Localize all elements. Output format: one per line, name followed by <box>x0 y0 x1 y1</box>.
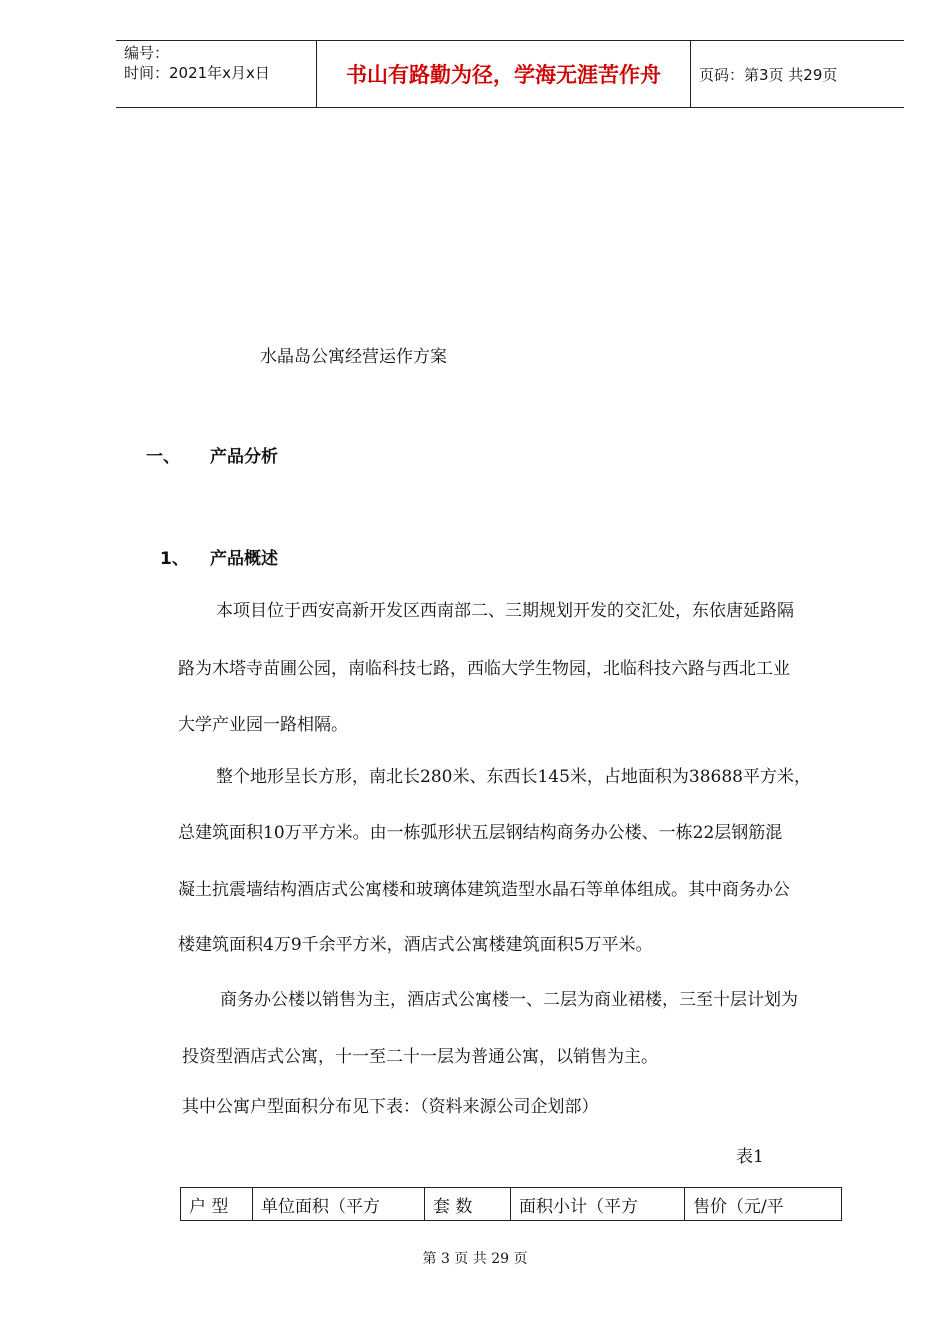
paragraph-line: 凝土抗震墙结构酒店式公寓楼和玻璃体建筑造型水晶石等单体组成。其中商务办公 <box>178 880 790 900</box>
paragraph-line: 路为木塔寺苗圃公园，南临科技七路，西临大学生物园，北临科技六路与西北工业 <box>178 659 790 679</box>
header-page-info: 页码：第3页 共29页 <box>699 65 838 84</box>
header-meta <box>116 41 316 107</box>
area-distribution-table <box>180 1187 842 1221</box>
paragraph-line: 整个地形呈长方形，南北长280米、东西长145米，占地面积为38688平方米， <box>216 767 811 787</box>
header-bar <box>116 40 904 108</box>
document-title: 水晶岛公寓经营运作方案 <box>260 347 447 367</box>
paragraph-line: 商务办公楼以销售为主，酒店式公寓楼一、二层为商业裙楼，三至十层计划为 <box>220 990 798 1010</box>
paragraph-line: 投资型酒店式公寓，十一至二十一层为普通公寓，以销售为主。 <box>182 1047 658 1067</box>
paragraph-line: 楼建筑面积4万9千余平方米，酒店式公寓楼建筑面积5万平米。 <box>178 935 653 955</box>
paragraph-line: 总建筑面积10万平方米。由一栋弧形状五层钢结构商务办公楼、一栋22层钢筋混 <box>178 823 783 843</box>
page-footer: 第 3 页 共 29 页 <box>422 1251 528 1267</box>
time-label: 时间：2021年x月x日 <box>124 64 270 82</box>
table-header-cell: 套 数 <box>425 1188 511 1220</box>
paragraph-line: 本项目位于西安高新开发区西南部二、三期规划开发的交汇处，东依唐延路隔 <box>216 601 794 621</box>
subsection-number: 1、 <box>160 549 189 569</box>
section-number: 一、 <box>146 447 180 467</box>
table-header-cell: 单位面积（平方 <box>253 1188 425 1220</box>
table-header-cell: 户 型 <box>181 1188 253 1220</box>
subsection-title: 产品概述 <box>210 549 278 569</box>
paragraph-line: 大学产业园一路相隔。 <box>178 715 348 735</box>
table-header-cell: 面积小计（平方 <box>511 1188 685 1220</box>
section-title: 产品分析 <box>210 447 278 467</box>
header-motto: 书山有路勤为径，学海无涯苦作舟 <box>316 41 691 107</box>
number-label: 编号： <box>124 44 170 62</box>
table-caption: 表1 <box>736 1147 764 1167</box>
table-header-cell: 售价（元/平 <box>693 1196 784 1217</box>
paragraph-line: 其中公寓户型面积分布见下表：（资料来源公司企划部） <box>182 1097 599 1117</box>
